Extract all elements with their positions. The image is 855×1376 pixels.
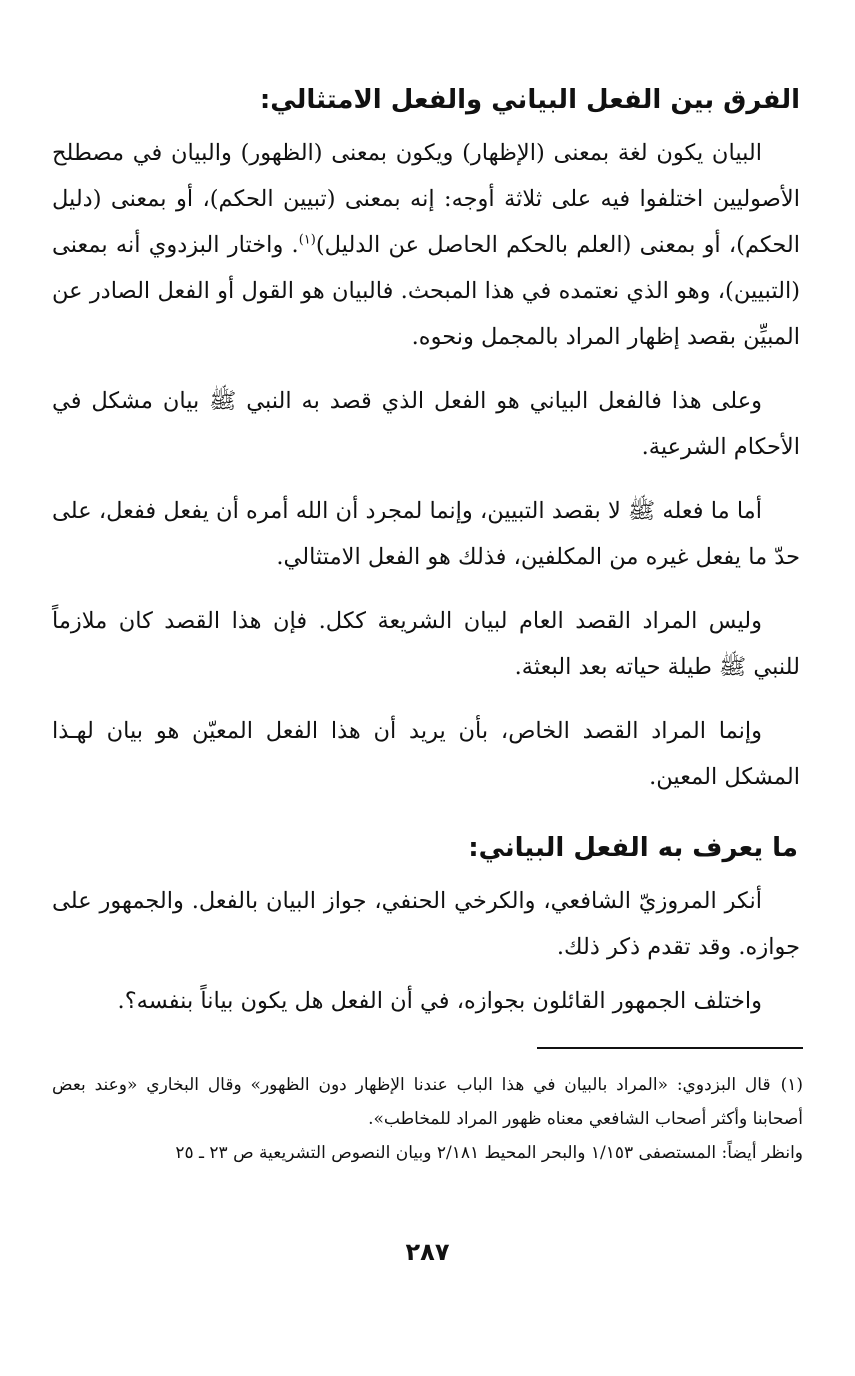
paragraph-compliance-act: أما ما فعله ﷺ لا بقصد التبيين، وإنما لمجرد أن الله أمره أن يفعل ففعل، على حدّ ما يفعل غيره من المكلفين، فذلك هو الفعل الامتثالي. [52,498,800,570]
page-number: ٢٨٧ [405,1238,450,1266]
footnotes-section [52,1068,803,1170]
footnote-line-1 [52,1068,803,1136]
footnote-number: (١) [780,1075,803,1095]
footnote-line-2: وانظر أيضاً: المستصفى ١/١٥٣ والبحر المحيط ٢/١٨١ وبيان النصوص التشريعية ص ٢٣ ـ ٢٥ [175,1143,803,1163]
paragraph-disagreement: واختلف الجمهور القائلون بجوازه، في أن الفعل هل يكون بياناً بنفسه؟. [117,988,762,1014]
paragraph-deniers: أنكر المروزيّ الشافعي، والكرخي الحنفي، جواز البيان بالفعل. والجمهور على جوازه. وقد تقدم ذكر ذلك. [52,888,800,960]
paragraph-definition-text: البيان يكون لغة بمعنى (الإظهار) ويكون بمعنى (الظهور) والبيان في مصطلح الأصوليين اختلفوا فيه على ثلاثة أوجه: إنه بمعنى (تبيين الحكم)، أو بمعنى (دليل الحكم)، أو بمعنى (العلم بالحكم الحاصل عن الدليل) [52,140,800,258]
paragraph-definition-of-bayan [52,130,800,360]
main-content [52,80,800,1042]
footnote-reference[interactable]: (١) [298,232,316,248]
section-heading-difference: الفرق بين الفعل البياني والفعل الامتثالي: [259,85,800,115]
paragraph-definition-text-after: . واختار البزدوي أنه بمعنى (التبيين)، وهو الذي نعتمده في هذا المبحث. فالبيان هو القول أو الفعل الصادر عن المبيِّن بقصد إظهار المراد بالمجمل ونحوه. [52,232,800,350]
section-heading-identification: ما يعرف به الفعل البياني: [468,833,798,863]
paragraph-specific-intent: وإنما المراد القصد الخاص، بأن يريد أن هذا الفعل المعيّن هو بيان لهـذا المشكل المعين. [52,718,800,790]
paragraph-explanatory-act: وعلى هذا فالفعل البياني هو الفعل الذي قصد به النبي ﷺ بيان مشكل في الأحكام الشرعية. [52,388,800,460]
footnote-divider [537,1047,803,1049]
footnote-text-1: قال البزدوي: «المراد بالبيان في هذا الباب عندنا الإظهار دون الظهور» وقال البخاري «وعند بعض أصحابنا وأكثر أصحاب الشافعي معناه ظهور المراد للمخاطب». [52,1075,803,1129]
paragraph-general-intent: وليس المراد القصد العام لبيان الشريعة ككل. فإن هذا القصد كان ملازماً للنبي ﷺ طيلة حياته بعد البعثة. [52,608,800,680]
